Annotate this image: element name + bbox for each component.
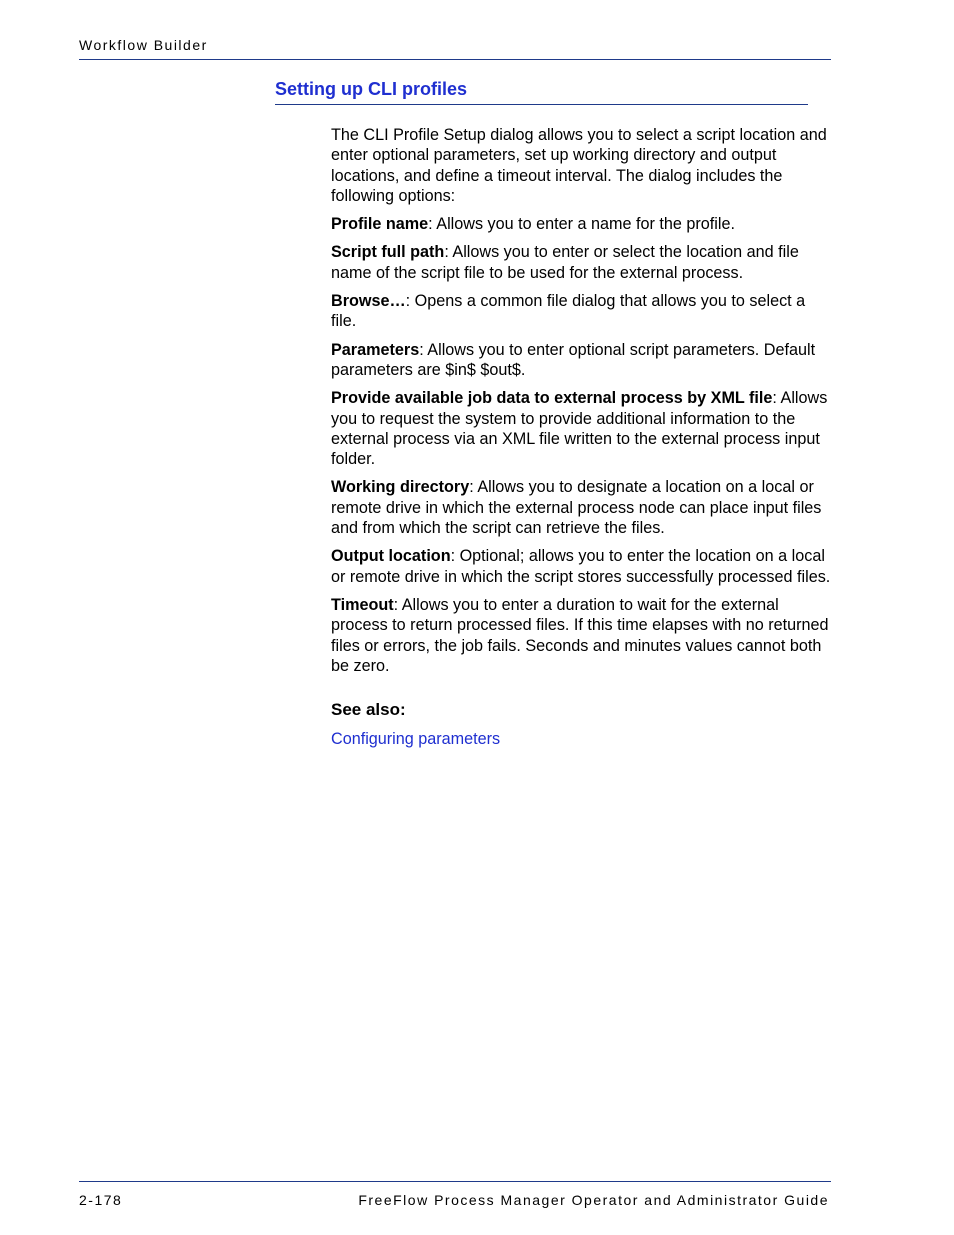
option-description: : Allows you to enter or select the location and file name of the script file to be used for the external process. [331,243,799,282]
option-script-full-path [331,242,831,283]
body-content [331,125,831,750]
option-term: Script full path [331,243,445,262]
option-description: : Allows you to enter a name for the profile. [428,215,735,234]
book-title: FreeFlow Process Manager Operator and Administrator Guide [358,1192,829,1208]
see-also-heading: See also: [331,700,406,720]
option-profile-name [331,214,831,234]
option-description: : Allows you to request the system to provide additional information to the external process via an XML file written to the external process input folder. [331,389,828,469]
section-title: Setting up CLI profiles [275,79,467,99]
option-description: : Allows you to enter a duration to wait for the external process to return processed files. If this time elapses with no returned files or errors, the job fails. Seconds and minutes values cannot both be zero. [331,595,829,675]
option-term: Timeout [331,595,394,614]
option-description: : Opens a common file dialog that allows you to select a file. [331,292,806,331]
header-rule [79,59,831,60]
option-description: : Allows you to designate a location on a local or remote drive in which the external process node can place input files and from which the script can retrieve the files. [331,478,822,538]
option-description: : Optional; allows you to enter the location on a local or remote drive in which the script stores successfully processed files. [331,547,831,586]
option-term: Browse… [331,292,406,311]
option-xml-job-data [331,388,831,469]
option-parameters [331,340,831,381]
option-description: : Allows you to enter optional script parameters. Default parameters are $in$ $out$. [331,340,816,379]
option-term: Provide available job data to external process by XML file [331,389,773,408]
option-term: Profile name [331,215,429,234]
intro-paragraph: The CLI Profile Setup dialog allows you to select a script location and enter optional parameters, set up working directory and output locations, and define a timeout interval. The dialog includes the following options: [331,126,827,205]
option-working-directory [331,477,831,538]
footer-rule [79,1181,831,1182]
page-number: 2-178 [79,1192,123,1208]
running-header: Workflow Builder [79,37,208,53]
option-browse [331,291,831,332]
link-configuring-parameters[interactable]: Configuring parameters [331,730,501,749]
option-output-location [331,546,831,587]
option-term: Parameters [331,340,420,359]
option-term: Output location [331,547,451,566]
option-timeout [331,595,831,676]
title-rule [275,104,808,105]
option-term: Working directory [331,478,470,497]
